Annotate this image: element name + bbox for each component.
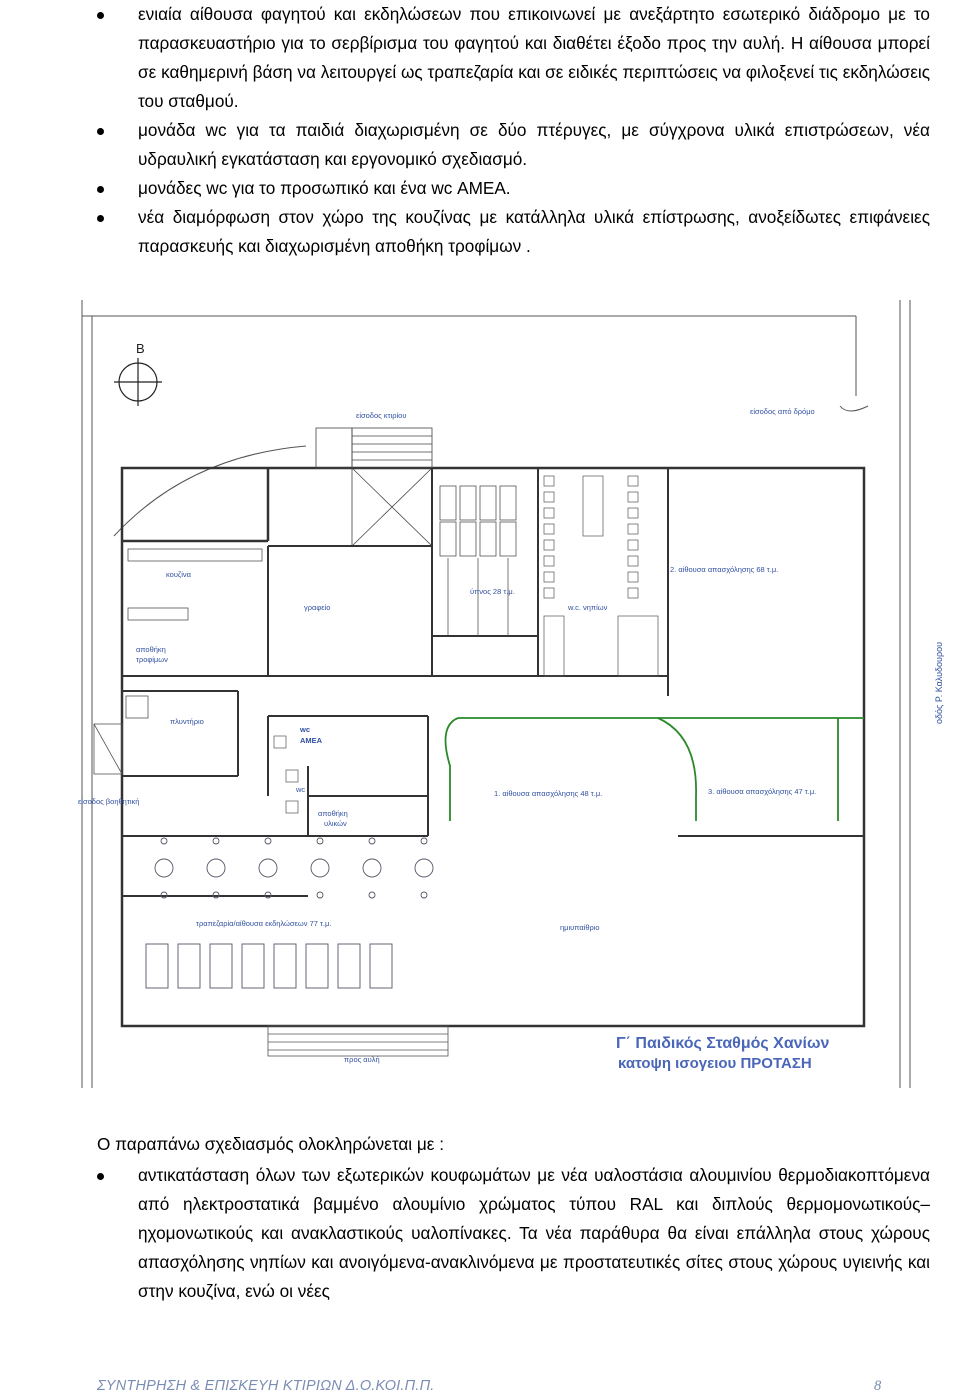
plan-title: Γ΄ Παιδικός Σταθμός Χανίων [616,1035,830,1052]
intro-text: Ο παραπάνω σχεδιασμός ολοκληρώνεται με : [97,1134,445,1154]
street-entrance-label: είσοδος από δρόμο [750,407,815,416]
floor-plan [78,296,914,1092]
list-item: νέα διαμόρφωση στον χώρο της κουζίνας με κατάλληλα υλικά επίστρωσης, ανοξείδωτες επιφάνειες παρασκευής και διαχωρισμένη αποθήκη τροφίμων . [0,203,960,261]
list-item: αντικατάσταση όλων των εξωτερικών κουφωμάτων με νέα υαλοστάσια αλουμινίου θερμοδιακοπτόμενα από ηλεκτροστατικά βαμμένο αλουμίνιο χρώματος τύπου RAL και διπλούς θερμομονωτικούς–ηχομονωτικούς και ανακλαστικούς υαλοπίνακες. Τα νέα παράθυρα θα είναι επάλληλα στους χώρους απασχόλησης νηπίων και ανοιγόμενα-ανακλινόμενα με προστατευτικές σίτες στους χώρους υγιεινής και στην κουζίνα, ενώ οι νέες [0,1161,960,1306]
dining-tables [146,838,433,988]
infant-wc-label: w.c. νηπίων [568,603,608,612]
new-partitions [446,718,865,821]
top-bullet-list [0,0,960,261]
laundry-label: πλυντήριο [170,717,204,726]
bottom-bullet-list [0,1161,960,1306]
street-name-label: οδός Ρ. Καλυδουρου [934,642,944,724]
wc-small-label: wc [296,785,306,794]
food-storage-label-1: αποθήκη [136,645,166,654]
entrance-stairs [316,428,432,468]
wc-amea-label-2: ΑΜΕΑ [300,736,323,745]
page-number: 8 [874,1378,882,1394]
footer-title: ΣΥΝΤΗΡΗΣΗ & ΕΠΙΣΚΕΥΗ ΚΤΙΡΙΩΝ Δ.Ο.ΚΟΙ.Π.Π. [97,1378,435,1394]
room-2-label: 2. αίθουσα απασχόλησης 68 τ.μ. [670,565,779,574]
plan-subtitle: κατοψη ισογειου ΠΡΟΤΑΣΗ [618,1055,812,1072]
list-item: μονάδα wc για τα παιδιά διαχωρισμένη σε δύο πτέρυγες, με σύγχρονα υλικά επιστρώσεων, νέα υδραυλική εγκατάσταση και εργονομικό σχεδιασμό. [0,116,960,174]
dining-hall-label: τραπεζαρία/αίθουσα εκδηλώσεων 77 τ.μ. [196,919,332,928]
room-1-label: 1. αίθουσα απασχόλησης 48 τ.μ. [494,789,603,798]
food-storage-label-2: τροφίμων [136,655,168,664]
bullet-icon [97,1173,104,1180]
sleep-room-label: ύπνος 28 τ.μ. [470,587,515,596]
materials-storage-label-1: αποθήκη [318,809,348,818]
to-yard-label: προς αυλή [344,1055,380,1064]
compass-icon [114,358,162,406]
bullet-icon [97,186,104,193]
building-entrance-label: είσοδος κτιρίου [356,411,407,420]
bullet-icon [97,128,104,135]
materials-storage-label-2: υλικών [324,819,347,828]
semi-outdoor-label: ημιυπαίθριο [560,923,600,932]
kitchen-label: κουζίνα [166,570,191,579]
room-3-label: 3. αίθουσα απασχόλησης 47 τ.μ. [708,787,817,796]
aux-entrance-label: είσοδος βοηθητική [78,797,140,806]
office-label: γραφείο [304,603,331,612]
bullet-icon [97,12,104,19]
list-item: ενιαία αίθουσα φαγητού και εκδηλώσεων που επικοινωνεί με ανεξάρτητο εσωτερικό διάδρομο με το παρασκευαστήριο για το σερβίρισμα του φαγητού και διαθέτει έξοδο προς την αυλή. Η αίθουσα μπορεί σε καθημερινή βάση να λειτουργεί ως τραπεζαρία και σε ειδικές περιπτώσεις να φιλοξενεί τις εκδηλώσεις του σταθμού. [0,0,960,116]
list-item: μονάδες wc για το προσωπικό και ένα wc ΑΜΕΑ. [0,174,960,203]
bullet-icon [97,215,104,222]
wc-amea-label-1: wc [300,725,311,734]
north-label: Β [136,341,145,356]
